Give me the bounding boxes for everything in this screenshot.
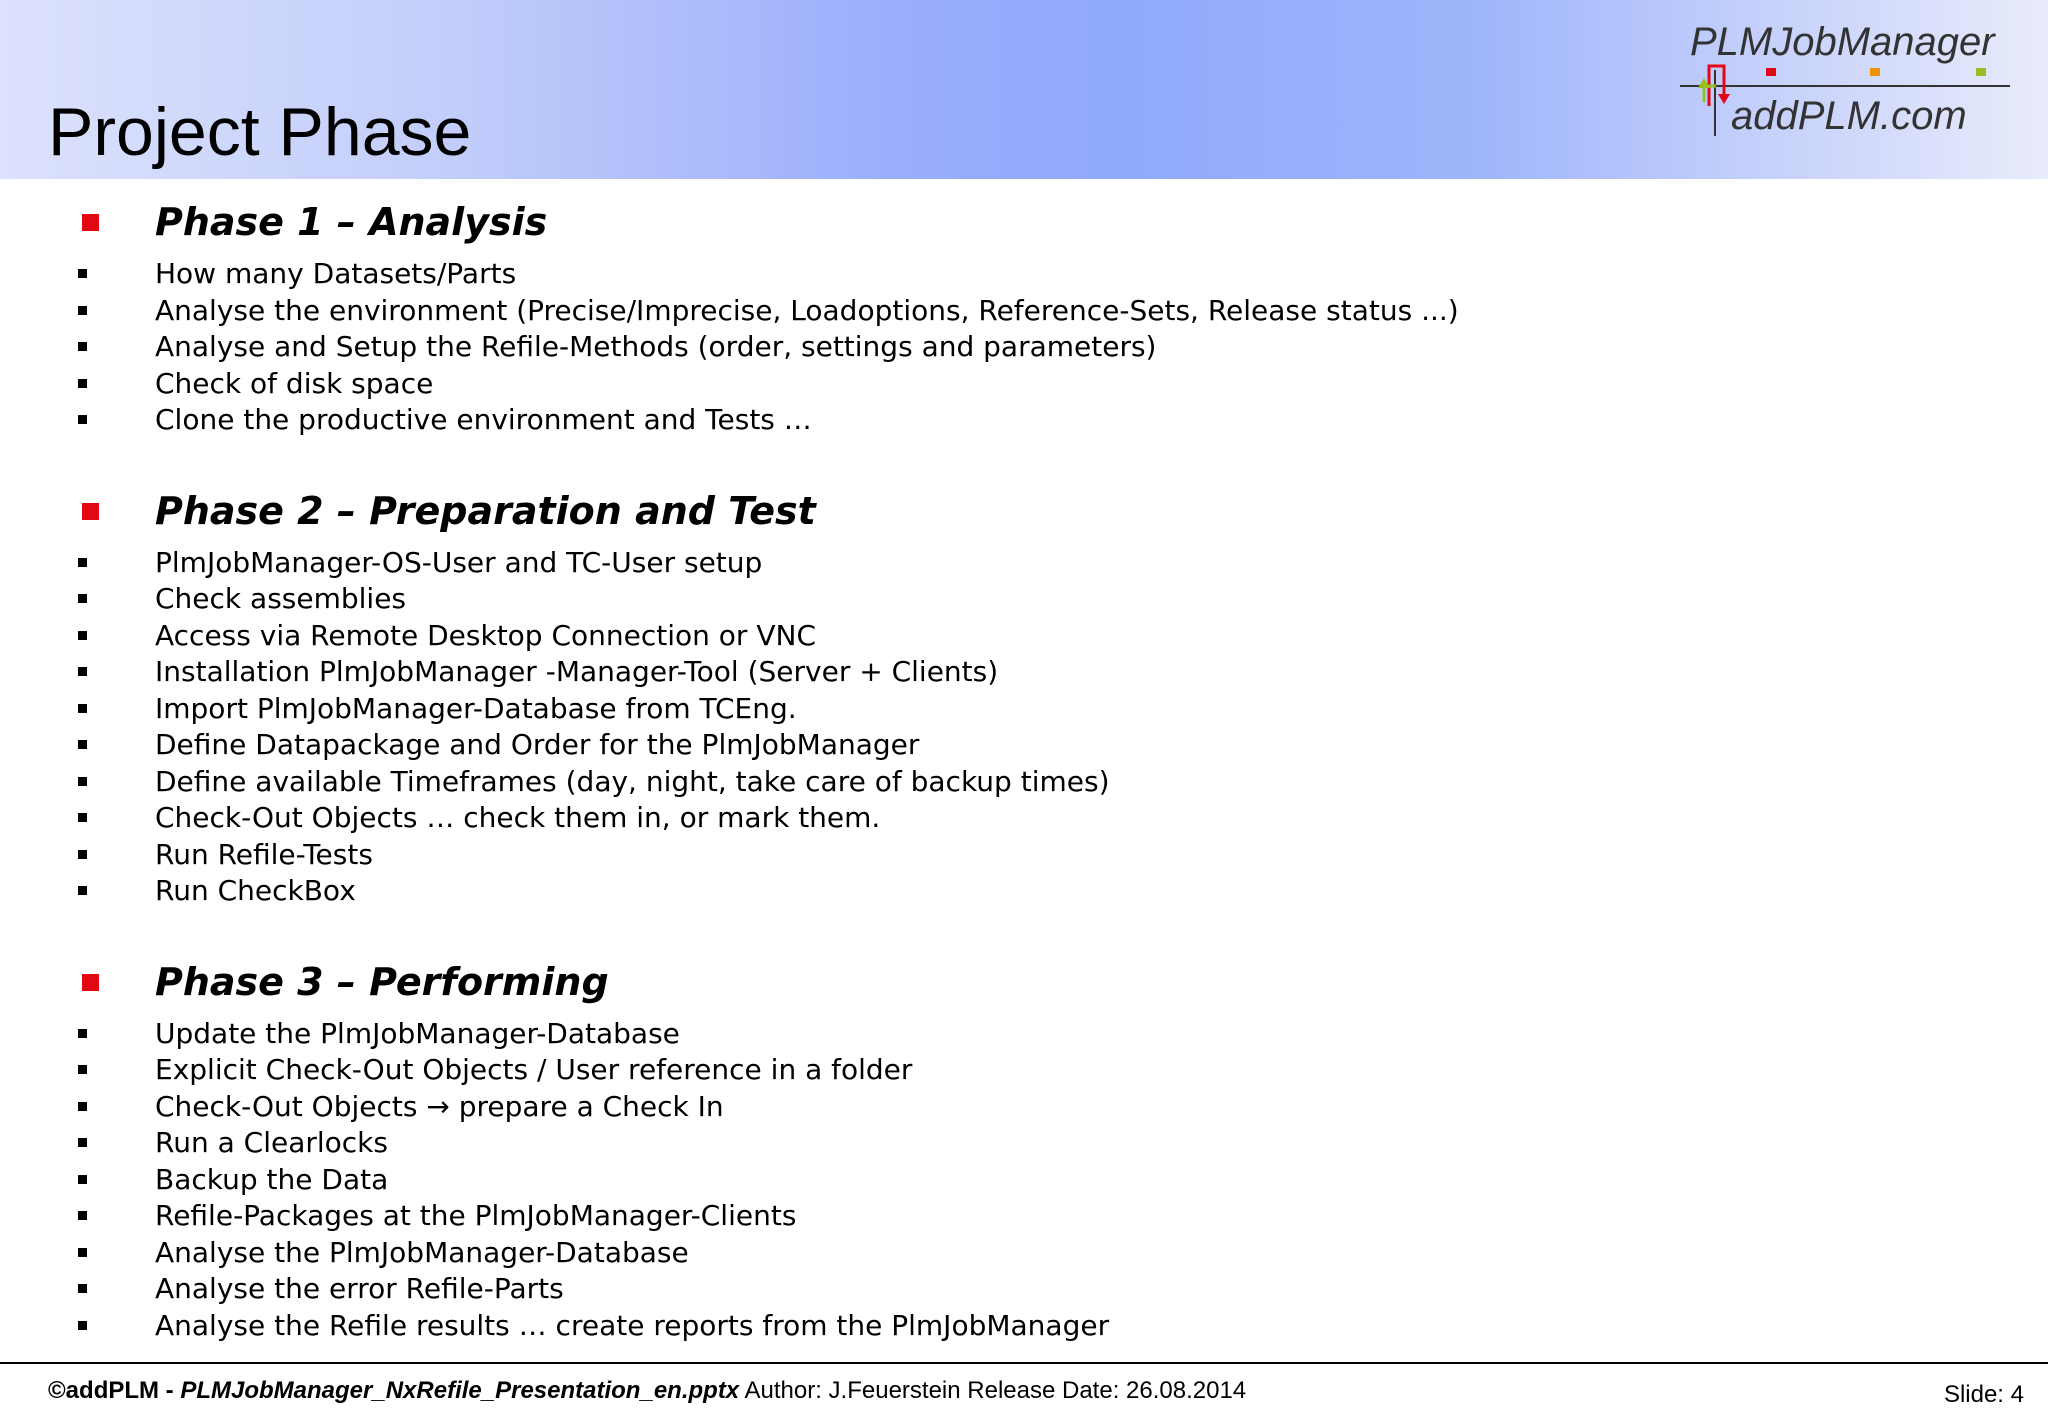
list-item <box>0 1271 2048 1308</box>
square-bullet-icon <box>78 631 87 640</box>
list-item-text: Analyse the environment (Precise/Imprecise, Loadoptions, Reference-Sets, Release status ...) <box>155 293 1459 327</box>
list-item-text: Define available Timeframes (day, night, take care of backup times) <box>155 764 1110 798</box>
list-item <box>0 873 2048 910</box>
square-bullet-icon <box>78 704 87 713</box>
list-item <box>0 402 2048 439</box>
list-item-text: Clone the productive environment and Tests … <box>155 403 812 436</box>
square-bullet-icon <box>78 1248 87 1257</box>
square-bullet-icon <box>78 342 87 351</box>
list-item-text: Check-Out Objects → prepare a Check In <box>155 1089 724 1123</box>
list-item-text: Check-Out Objects … check them in, or mark them. <box>155 801 881 834</box>
list-item <box>0 293 2048 330</box>
list-item-text: Define Datapackage and Order for the PlmJobManager <box>155 728 920 761</box>
slide-body <box>0 190 2048 1344</box>
list-item <box>0 1308 2048 1345</box>
list-item-text: Explicit Check-Out Objects / User reference in a folder <box>155 1053 913 1086</box>
square-bullet-icon <box>78 813 87 822</box>
list-item-text: Run CheckBox <box>155 874 356 907</box>
list-item-text: Analyse the Refile results … create reports from the PlmJobManager <box>155 1308 1110 1342</box>
page-title: Project Phase <box>48 94 472 170</box>
square-bullet-icon <box>78 1029 87 1038</box>
list-item-text: Refile-Packages at the PlmJobManager-Clients <box>155 1199 797 1232</box>
red-square-bullet-icon <box>82 214 99 231</box>
list-item <box>0 1198 2048 1235</box>
phase-3-section <box>0 950 2048 1345</box>
square-bullet-icon <box>78 777 87 786</box>
list-item <box>0 800 2048 837</box>
list-item <box>0 366 2048 403</box>
red-square-bullet-icon <box>82 503 99 520</box>
square-bullet-icon <box>78 1065 87 1074</box>
square-bullet-icon <box>78 379 87 388</box>
square-bullet-icon <box>78 269 87 278</box>
list-item <box>0 581 2048 618</box>
company-logo <box>1680 18 2025 148</box>
list-item-text: Analyse the error Refile-Parts <box>155 1272 564 1305</box>
footer-author-date: Author: J.Feuerstein Release Date: 26.08.2014 <box>739 1377 1247 1404</box>
list-item-text: Analyse the PlmJobManager-Database <box>155 1235 689 1269</box>
footer-filename: PLMJobManager_NxRefile_Presentation_en.pptx <box>180 1377 740 1404</box>
list-item <box>0 329 2048 366</box>
slide-number: Slide: 4 <box>1943 1381 2024 1408</box>
list-item-text: Check assemblies <box>155 582 407 615</box>
list-item-text: Backup the Data <box>155 1162 389 1196</box>
list-item-text: Check of disk space <box>155 366 434 400</box>
phase-heading <box>0 479 2048 545</box>
list-item <box>0 727 2048 764</box>
square-bullet-icon <box>78 1102 87 1111</box>
phase-heading-text: Phase 1 – Analysis <box>155 200 548 244</box>
phase-heading <box>0 190 2048 256</box>
footer-info <box>48 1376 1246 1406</box>
square-bullet-icon <box>78 594 87 603</box>
square-bullet-icon <box>78 850 87 859</box>
phase-2-section <box>0 479 2048 910</box>
list-item-text: Access via Remote Desktop Connection or VNC <box>155 618 816 652</box>
list-item <box>0 1016 2048 1053</box>
footer-divider <box>0 1362 2048 1364</box>
square-bullet-icon <box>78 1175 87 1184</box>
phase-1-section <box>0 190 2048 439</box>
list-item-text: PlmJobManager-OS-User and TC-User setup <box>155 545 763 579</box>
slide-header <box>0 0 2048 179</box>
phase-heading-text: Phase 2 – Preparation and Test <box>155 488 816 533</box>
phase-heading <box>0 950 2048 1016</box>
list-item <box>0 1162 2048 1199</box>
list-item <box>0 1235 2048 1272</box>
square-bullet-icon <box>78 558 87 567</box>
list-item-text: Update the PlmJobManager-Database <box>155 1016 680 1050</box>
square-bullet-icon <box>78 1321 87 1330</box>
square-bullet-icon <box>78 1284 87 1293</box>
square-bullet-icon <box>78 306 87 315</box>
list-item <box>0 837 2048 874</box>
list-item-text: Run a Clearlocks <box>155 1126 388 1159</box>
list-item <box>0 1052 2048 1089</box>
list-item <box>0 691 2048 728</box>
list-item-text: Installation PlmJobManager -Manager-Tool (Server + Clients) <box>155 655 999 688</box>
logo-product-name: PLMJobManager <box>1690 20 1995 64</box>
list-item <box>0 1125 2048 1162</box>
list-item <box>0 256 2048 293</box>
list-item-text: How many Datasets/Parts <box>155 257 517 290</box>
square-bullet-icon <box>78 1138 87 1147</box>
list-item-text: Run Refile-Tests <box>155 837 373 871</box>
list-item <box>0 1089 2048 1126</box>
square-bullet-icon <box>78 1211 87 1220</box>
square-bullet-icon <box>78 740 87 749</box>
phase-heading-text: Phase 3 – Performing <box>155 959 609 1004</box>
list-item-text: Analyse and Setup the Refile-Methods (order, settings and parameters) <box>155 330 1157 363</box>
list-item <box>0 764 2048 801</box>
square-bullet-icon <box>78 886 87 895</box>
list-item <box>0 618 2048 655</box>
square-bullet-icon <box>78 415 87 424</box>
square-bullet-icon <box>78 667 87 676</box>
list-item-text: Import PlmJobManager-Database from TCEng. <box>155 691 797 725</box>
footer-brand: ©addPLM - <box>48 1377 181 1404</box>
logo-website: addPLM.com <box>1731 94 1967 138</box>
red-square-bullet-icon <box>82 974 99 991</box>
list-item <box>0 545 2048 582</box>
list-item <box>0 654 2048 691</box>
